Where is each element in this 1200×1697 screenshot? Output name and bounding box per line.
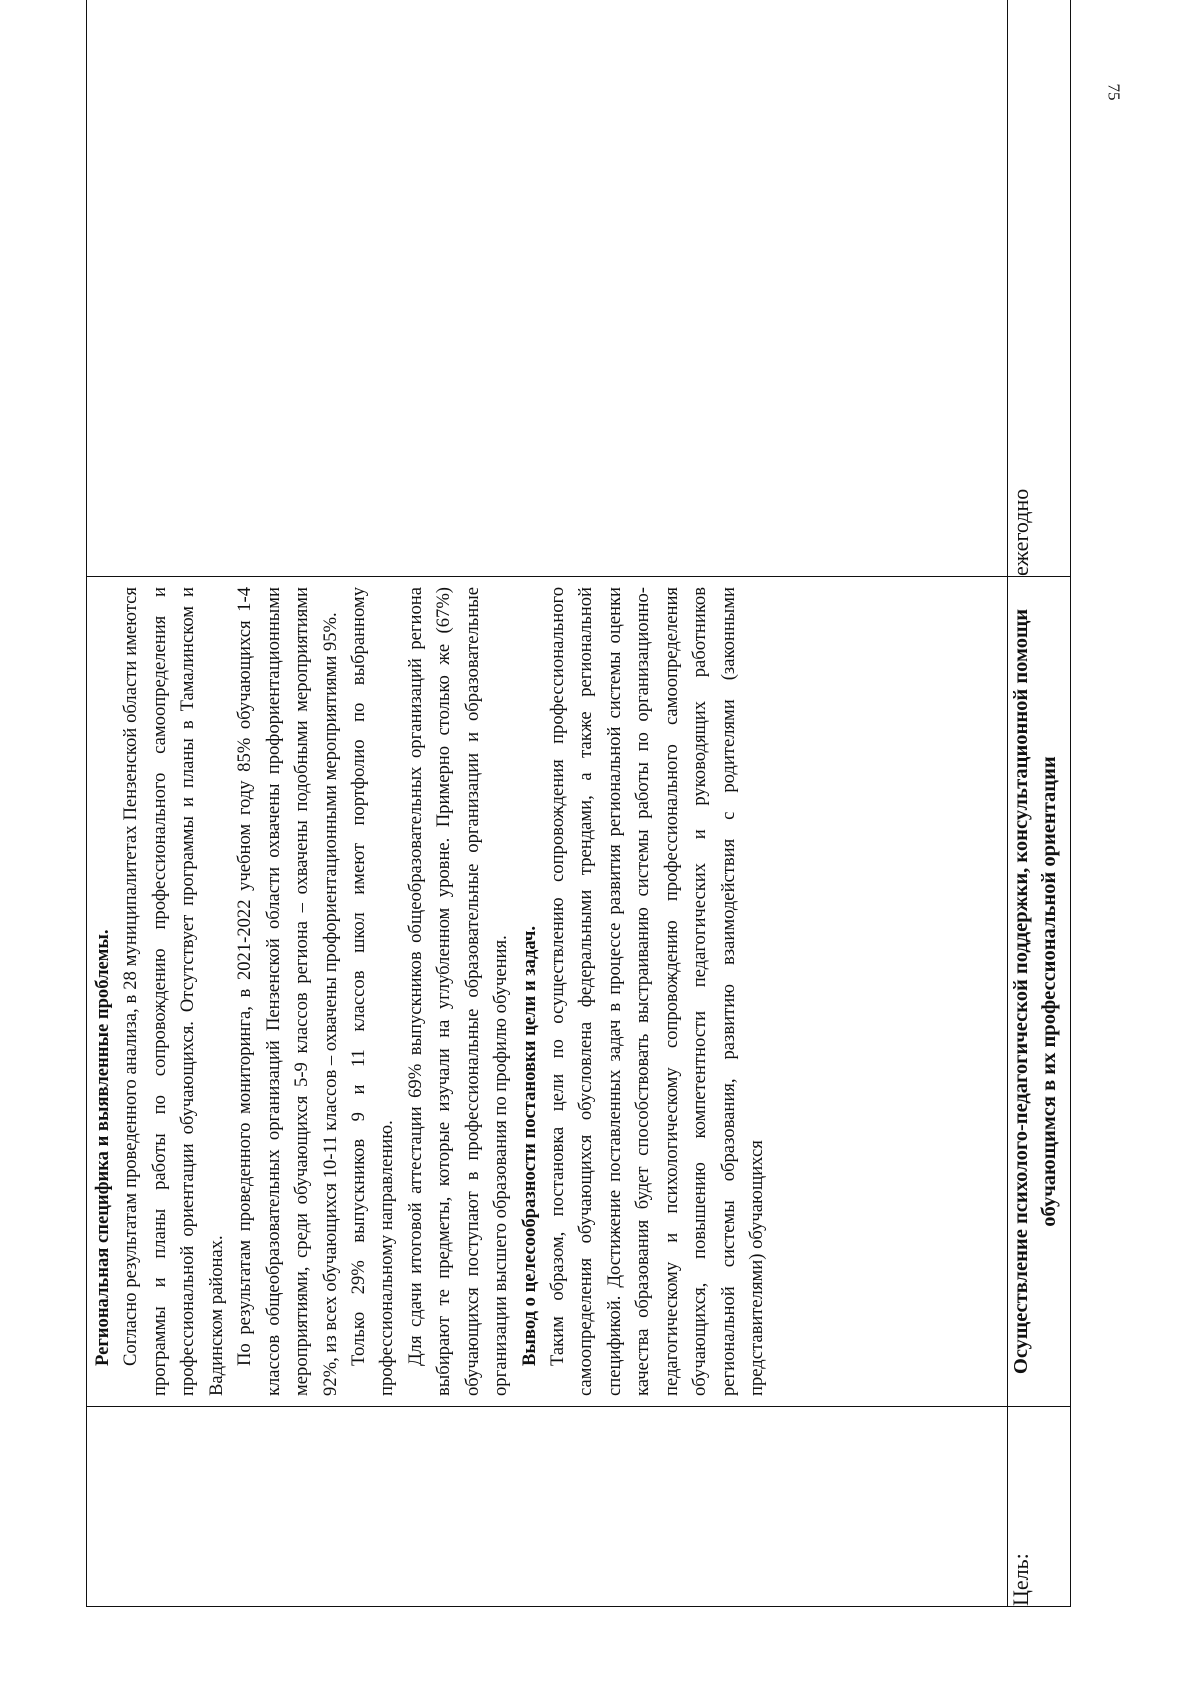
empty-cell [87,0,1008,577]
paragraph: Согласно результатам проведенного анализа, в 28 муниципалитетах Пензенской области имеются программы и планы работы по сопровождению профессионального самоопределения и профессиональной ориентации обучающихся. Отсутствует программы и планы в Тамалинском и Вадинском районах. [120,587,227,1396]
page-number: 75 [1104,83,1124,101]
goal-label: Цель: [1008,1407,1071,1607]
goal-period: ежегодно [1008,0,1071,577]
rotated-page-content [86,0,1071,1607]
table-row [1008,0,1071,1607]
paragraph: Только 29% выпускников 9 и 11 классов школ имеют портфолио по выбранному профессиональному направлению. [347,587,398,1396]
plan-table [86,0,1071,1607]
section-heading: Вывод о целесообразности постановки цели и задач. [518,925,540,1366]
paragraph: Таким образом, постановка цели по осуществлению сопровождения профессионального самоопределения обучающихся обусловлена федеральными трендами, а также региональной спецификой. Достижение поставленных задач в процессе развития региональной системы оценки качества образования будет способствовать выстраиванию системы работы по организационно-педагогическому и психологическому сопровождению профессионального самоопределения обучающихся, повышению компетентности педагогических и руководящих работников региональной системы образования, развитию взаимодействия с родителями (законными представителями) обучающихся [547,587,768,1396]
table-row [87,0,1008,1607]
empty-cell [87,1407,1008,1607]
paragraph: По результатам проведенного мониторинга, в 2021-2022 учебном году 85% обучающихся 1-4 классов общеобразовательных организаций Пензенской области охвачены профориентационными мероприятиями, среди обучающихся 5-9 классов региона – охвачены подобными мероприятиями 92%, из всех обучающихся 10-11 классов – охвачены профориентационными мероприятиями 95%. [234,587,341,1396]
goal-text: Осуществление психолого-педагогической поддержки, консультационной помощи обучающимся в их профессиональной ориентации [1008,577,1071,1407]
analysis-cell [87,577,1008,1407]
paragraph: Для сдачи итоговой аттестации 69% выпускников общеобразовательных организаций региона выбирают те предметы, которые изучали на углубленном уровне. Примерно столько же (67%) обучающихся поступают в профессиональные образовательные организации и образовательные организации высшего образования по профилю обучения. [404,587,512,1396]
section-heading: Региональная специфика и выявленные проблемы. [92,929,113,1366]
